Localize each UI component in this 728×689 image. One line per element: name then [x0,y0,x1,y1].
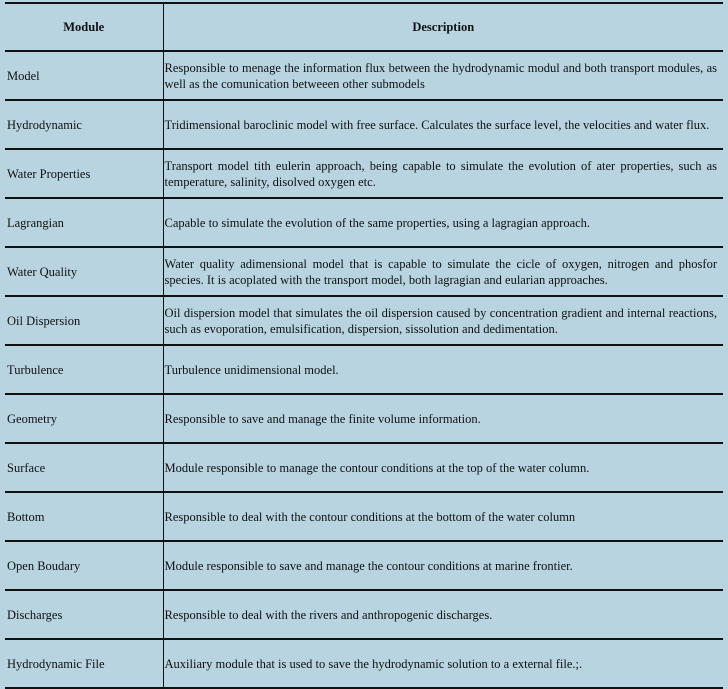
module-cell: Bottom [5,492,163,541]
module-cell: Lagrangian [5,198,163,247]
module-cell: Oil Dispersion [5,296,163,345]
description-cell: Responsible to deal with the contour conditions at the bottom of the water column [163,492,723,541]
module-cell: Water Properties [5,149,163,198]
module-cell: Model [5,51,163,100]
header-description: Description [163,3,723,51]
table-row [5,590,723,639]
table-row [5,443,723,492]
table-row [5,51,723,100]
description-cell: Oil dispersion model that simulates the oil dispersion caused by concentration gradient and internal reactions, such as evoporation, emulsification, dispersion, sissolution and dedimentation. [163,296,723,345]
module-cell: Hydrodynamic File [5,639,163,688]
module-table-container [5,2,723,682]
description-cell: Module responsible to manage the contour conditions at the top of the water column. [163,443,723,492]
description-cell: Water quality adimensional model that is capable to simulate the cicle of oxygen, nitrogen and phosfor species. It is acoplated with the transport model, both lagragian and eularian approaches. [163,247,723,296]
table-row [5,345,723,394]
header-module: Module [5,3,163,51]
description-cell: Tridimensional baroclinic model with free surface. Calculates the surface level, the velocities and water flux. [163,100,723,149]
table-row [5,149,723,198]
module-cell: Hydrodynamic [5,100,163,149]
module-cell: Open Boudary [5,541,163,590]
description-cell: Responsible to deal with the rivers and anthropogenic discharges. [163,590,723,639]
table-row [5,198,723,247]
table-row [5,296,723,345]
description-cell: Turbulence unidimensional model. [163,345,723,394]
table-header-row [5,3,723,51]
table-row [5,247,723,296]
description-cell: Auxiliary module that is used to save the hydrodynamic solution to a external file.;. [163,639,723,688]
module-cell: Turbulence [5,345,163,394]
table-row [5,394,723,443]
table-row [5,492,723,541]
module-cell: Geometry [5,394,163,443]
description-cell: Responsible to save and manage the finite volume information. [163,394,723,443]
table-row [5,639,723,688]
description-cell: Responsible to menage the information flux between the hydrodynamic modul and both transport modules, as well as the comunication betweeen other submodels [163,51,723,100]
table-row [5,541,723,590]
table-row [5,100,723,149]
description-cell: Module responsible to save and manage the contour conditions at marine frontier. [163,541,723,590]
description-cell: Transport model tith eulerin approach, being capable to simulate the evolution of ater properties, such as temperature, salinity, disolved oxygen etc. [163,149,723,198]
description-cell: Capable to simulate the evolution of the same properties, using a lagragian approach. [163,198,723,247]
module-cell: Water Quality [5,247,163,296]
module-cell: Discharges [5,590,163,639]
module-description-table [5,2,723,689]
module-cell: Surface [5,443,163,492]
